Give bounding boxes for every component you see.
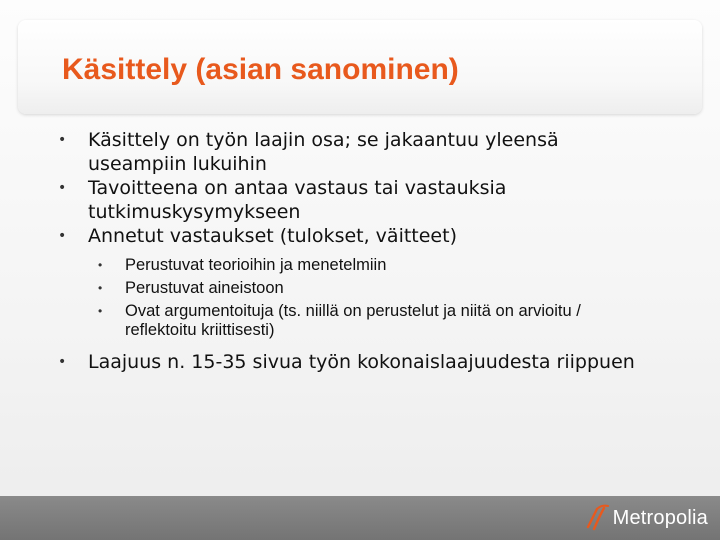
- metropolia-logo-mark-icon: [585, 503, 611, 533]
- bullet-item: [56, 176, 656, 224]
- bullet-text: Laajuus n. 15-35 sivua työn kokonaislaajuudesta riippuen: [88, 351, 635, 373]
- bullet-icon: •: [58, 132, 67, 148]
- bullet-list: [56, 128, 656, 374]
- bullet-item: [56, 128, 656, 176]
- footer-bar: [0, 496, 720, 540]
- sub-bullet-text: Ovat argumentoituja (ts. niillä on perustelut ja niitä on arvioitu / reflektoitu kriittisesti): [125, 302, 581, 339]
- slide-title: Käsittely (asian sanominen): [62, 53, 459, 86]
- sub-bullet-item: [98, 256, 656, 275]
- bullet-text: Annetut vastaukset (tulokset, väitteet): [88, 225, 457, 247]
- sub-bullet-icon: •: [98, 258, 103, 272]
- bullet-item: [56, 224, 656, 340]
- sub-bullet-item: [98, 302, 656, 340]
- metropolia-logo: [585, 502, 708, 534]
- sub-bullet-text: Perustuvat teorioihin ja menetelmiin: [125, 256, 387, 274]
- bullet-item: [56, 350, 656, 374]
- sub-bullet-text: Perustuvat aineistoon: [125, 279, 284, 297]
- logo-text: Metropolia: [612, 506, 708, 529]
- bullet-icon: •: [58, 180, 67, 196]
- bullet-icon: •: [58, 354, 67, 370]
- sub-bullet-item: [98, 279, 656, 298]
- bullet-text: Tavoitteena on antaa vastaus tai vastauksia tutkimuskysymykseen: [88, 177, 507, 223]
- bullet-text: Käsittely on työn laajin osa; se jakaantuu yleensä useampiin lukuihin: [88, 129, 559, 175]
- bullet-icon: •: [58, 228, 67, 244]
- sub-bullet-icon: •: [98, 281, 103, 295]
- slide-content: [56, 128, 656, 374]
- sub-bullet-list: [98, 256, 656, 340]
- sub-bullet-icon: •: [98, 304, 103, 318]
